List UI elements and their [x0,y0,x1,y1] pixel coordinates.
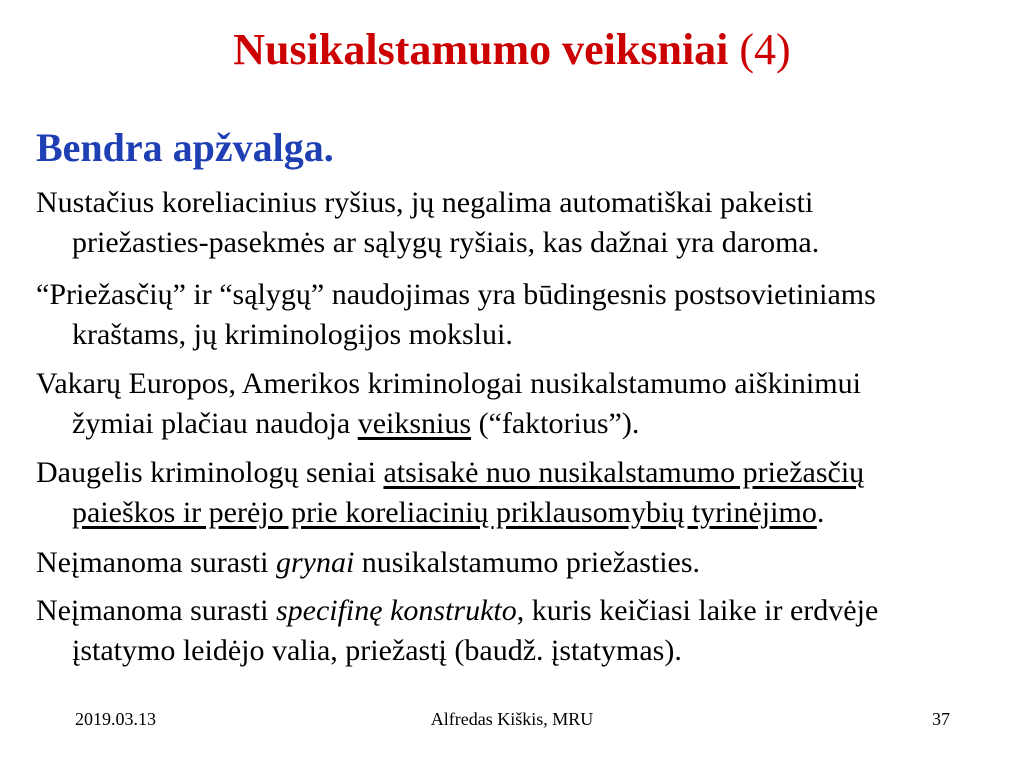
paragraph-2 [36,275,1024,355]
paragraph-6-text: Neįmanoma surasti [36,594,276,627]
slide-title [0,22,1024,78]
paragraph-6-tail: , kuris keičiasi laike ir erdvėje [516,594,879,627]
underlined-phrase-1: atsisakė nuo nusikalstamumo priežasčių [383,456,865,489]
paragraph-1-line-2: priežasties-pasekmės ar sąlygų ryšiais, kas dažnai yra daroma. [72,226,820,259]
footer-author: Alfredas Kiškis, MRU [430,709,594,729]
paragraph-4-text: Daugelis kriminologų seniai [36,456,384,489]
underlined-phrase-2: paieškos ir perėjo prie koreliacinių priklausomybių tyrinėjimo [72,496,817,529]
paragraph-1 [36,183,1024,263]
paragraph-3-text: žymiai plačiau naudoja [72,407,358,440]
slide-title-number: (4) [739,25,791,74]
footer-page-number: 37 [932,709,950,729]
paragraph-6-line-2: įstatymo leidėjo valia, priežastį (baudž. įstatymas). [72,634,682,667]
paragraph-5-tail: nusikalstamumo priežasties. [354,546,701,579]
italic-phrase: specifinę konstrukto [275,594,517,627]
paragraph-2-line-1: “Priežasčių” ir “sąlygų” naudojimas yra būdingesnis postsovietiniams [36,278,876,311]
paragraph-3-line-1: Vakarų Europos, Amerikos kriminologai nusikalstamumo aiškinimui [36,367,861,400]
slide-subtitle: Bendra apžvalga. [36,125,334,170]
paragraph-1-line-1: Nustačius koreliacinius ryšius, jų negalima automatiškai pakeisti [36,186,814,219]
footer-date: 2019.03.13 [75,709,156,729]
paragraph-6 [36,591,1024,671]
underlined-term: veiksnius [357,407,472,440]
paragraph-5-text: Neįmanoma surasti [36,546,276,579]
italic-word: grynai [275,546,355,579]
paragraph-4-tail: . [816,496,825,529]
paragraph-3-tail: (“faktorius”). [471,407,640,440]
paragraph-3 [36,364,1024,444]
paragraph-4 [36,453,1024,533]
paragraph-2-line-2: kraštams, jų kriminologijos mokslui. [72,318,513,351]
slide-title-main: Nusikalstamumo veiksniai [233,25,729,74]
paragraph-5 [36,543,1024,583]
